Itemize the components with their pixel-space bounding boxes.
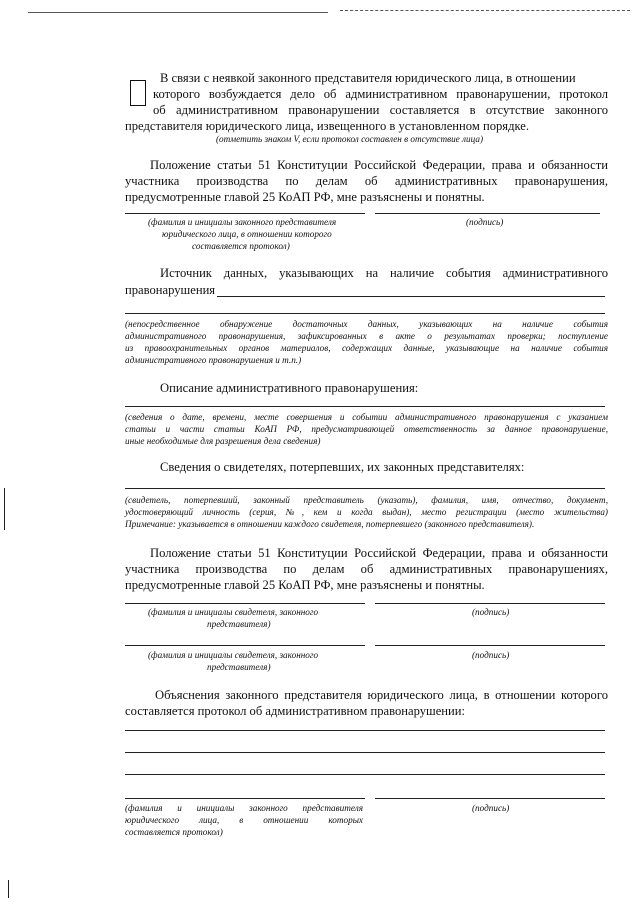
- sig4-name-caption-2: юридического лица, в отношении которых: [125, 815, 363, 825]
- sig2-signature-line[interactable]: [375, 603, 605, 604]
- sig3-name-caption-1: (фамилия и инициалы свидетеля, законного: [148, 650, 319, 660]
- sig2-signature-caption: (подпись): [472, 607, 510, 617]
- sig1-signature-caption: (подпись): [466, 217, 504, 227]
- source-hint-3: из правоохранительных органов материалов, содержащих данные, указывающие на наличие события: [125, 343, 608, 353]
- explanations-line-2: составляется протокол об административном правонарушении:: [125, 704, 466, 718]
- witnesses-hint-1: (свидетель, потерпевший, законный представитель (указать), фамилия, имя, отчество, документ,: [125, 495, 608, 505]
- rights1-line-1: Положение статьи 51 Конституции Российской Федерации, права и обязанности: [150, 158, 608, 172]
- sig1-name-caption-2: юридического лица, в отношении которого: [162, 229, 332, 239]
- margin-mark-upper: [4, 488, 5, 530]
- absence-line-1: В связи с неявкой законного представителя юридического лица, в отношении: [160, 71, 576, 85]
- sig3-signature-caption: (подпись): [472, 650, 510, 660]
- witnesses-hint-3: Примечание: указывается в отношении каждого свидетеля, потерпевшего (законного представителя).: [125, 519, 535, 529]
- sig4-name-caption-1: (фамилия и инициалы законного представителя: [125, 803, 363, 813]
- explanations-input-line-1[interactable]: [125, 730, 605, 731]
- absence-line-2: которого возбуждается дело об административном правонарушении, протокол: [153, 87, 608, 101]
- sig3-name-caption-2: представителя): [207, 662, 271, 672]
- witnesses-label: Сведения о свидетелях, потерпевших, их законных представителях:: [160, 460, 525, 474]
- sig2-name-caption-2: представителя): [207, 619, 271, 629]
- explanations-input-line-3[interactable]: [125, 774, 605, 775]
- description-input-line[interactable]: [125, 406, 605, 407]
- rights2-line-1: Положение статьи 51 Конституции Российской Федерации, права и обязанности: [150, 546, 608, 560]
- source-input-line-1[interactable]: [217, 296, 605, 297]
- source-hint-2: административного правонарушения, зафиксированных в акте о результатах проверки; поступление: [125, 331, 608, 341]
- explanations-line-1: Объяснения законного представителя юридического лица, в отношении которого: [155, 688, 608, 702]
- sig1-name-caption-1: (фамилия и инициалы законного представителя: [148, 217, 337, 227]
- absence-checkbox[interactable]: [130, 80, 146, 106]
- description-hint-1: (сведения о дате, времени, месте совершения и событии административного правонарушения с указанием: [125, 412, 608, 422]
- sig4-name-caption-3: составляется протокол): [125, 827, 223, 837]
- rights2-line-2: участника производства по делам об административных правонарушениях,: [125, 562, 608, 576]
- sig4-signature-line[interactable]: [375, 798, 605, 799]
- source-line-1: Источник данных, указывающих на наличие события административного: [160, 266, 608, 280]
- sig2-name-caption-1: (фамилия и инициалы свидетеля, законного: [148, 607, 319, 617]
- description-hint-3: иные необходимые для разрешения дела сведения): [125, 436, 321, 446]
- witnesses-hint-2: удостоверяющий личность (серия, №, кем и когда выдан), место регистрации (место жительства): [125, 507, 608, 517]
- sig3-signature-line[interactable]: [375, 645, 605, 646]
- witnesses-input-line[interactable]: [125, 488, 605, 489]
- source-hint-1: (непосредственное обнаружение достаточных данных, указывающих на наличие события: [125, 319, 608, 329]
- absence-hint: (отметить знаком V, если протокол составлен в отсутствие лица): [216, 134, 483, 144]
- absence-line-3: об административном правонарушении составляется в отсутствие законного: [153, 103, 608, 117]
- scan-artifact-top-left: [28, 12, 328, 13]
- scan-artifact-top-right: [340, 10, 630, 11]
- source-input-line-2[interactable]: [125, 313, 605, 314]
- rights1-line-3: предусмотренные главой 25 КоАП РФ, мне разъяснены и понятны.: [125, 190, 485, 204]
- margin-mark-lower: [8, 880, 9, 898]
- sig4-signature-caption: (подпись): [472, 803, 510, 813]
- rights1-line-2: участника производства по делам об административных правонарушения,: [125, 174, 608, 188]
- source-hint-4: административного правонарушения и т.п.): [125, 355, 302, 365]
- absence-line-4: представителя юридического лица, извещенного в установленном порядке.: [125, 119, 530, 133]
- sig1-signature-line[interactable]: [375, 213, 600, 214]
- sig1-name-caption-3: составляется протокол): [192, 241, 290, 251]
- description-label: Описание административного правонарушения:: [160, 381, 419, 395]
- sig4-name-line[interactable]: [125, 798, 365, 799]
- source-line-2: правонарушения: [125, 283, 216, 297]
- sig1-name-line[interactable]: [125, 213, 365, 214]
- rights2-line-3: предусмотренные главой 25 КоАП РФ, мне разъяснены и понятны.: [125, 578, 485, 592]
- explanations-input-line-2[interactable]: [125, 752, 605, 753]
- sig3-name-line[interactable]: [125, 645, 365, 646]
- sig2-name-line[interactable]: [125, 603, 365, 604]
- description-hint-2: статьи и части статьи КоАП РФ, предусматривающей ответственность за данное правонарушение,: [125, 424, 608, 434]
